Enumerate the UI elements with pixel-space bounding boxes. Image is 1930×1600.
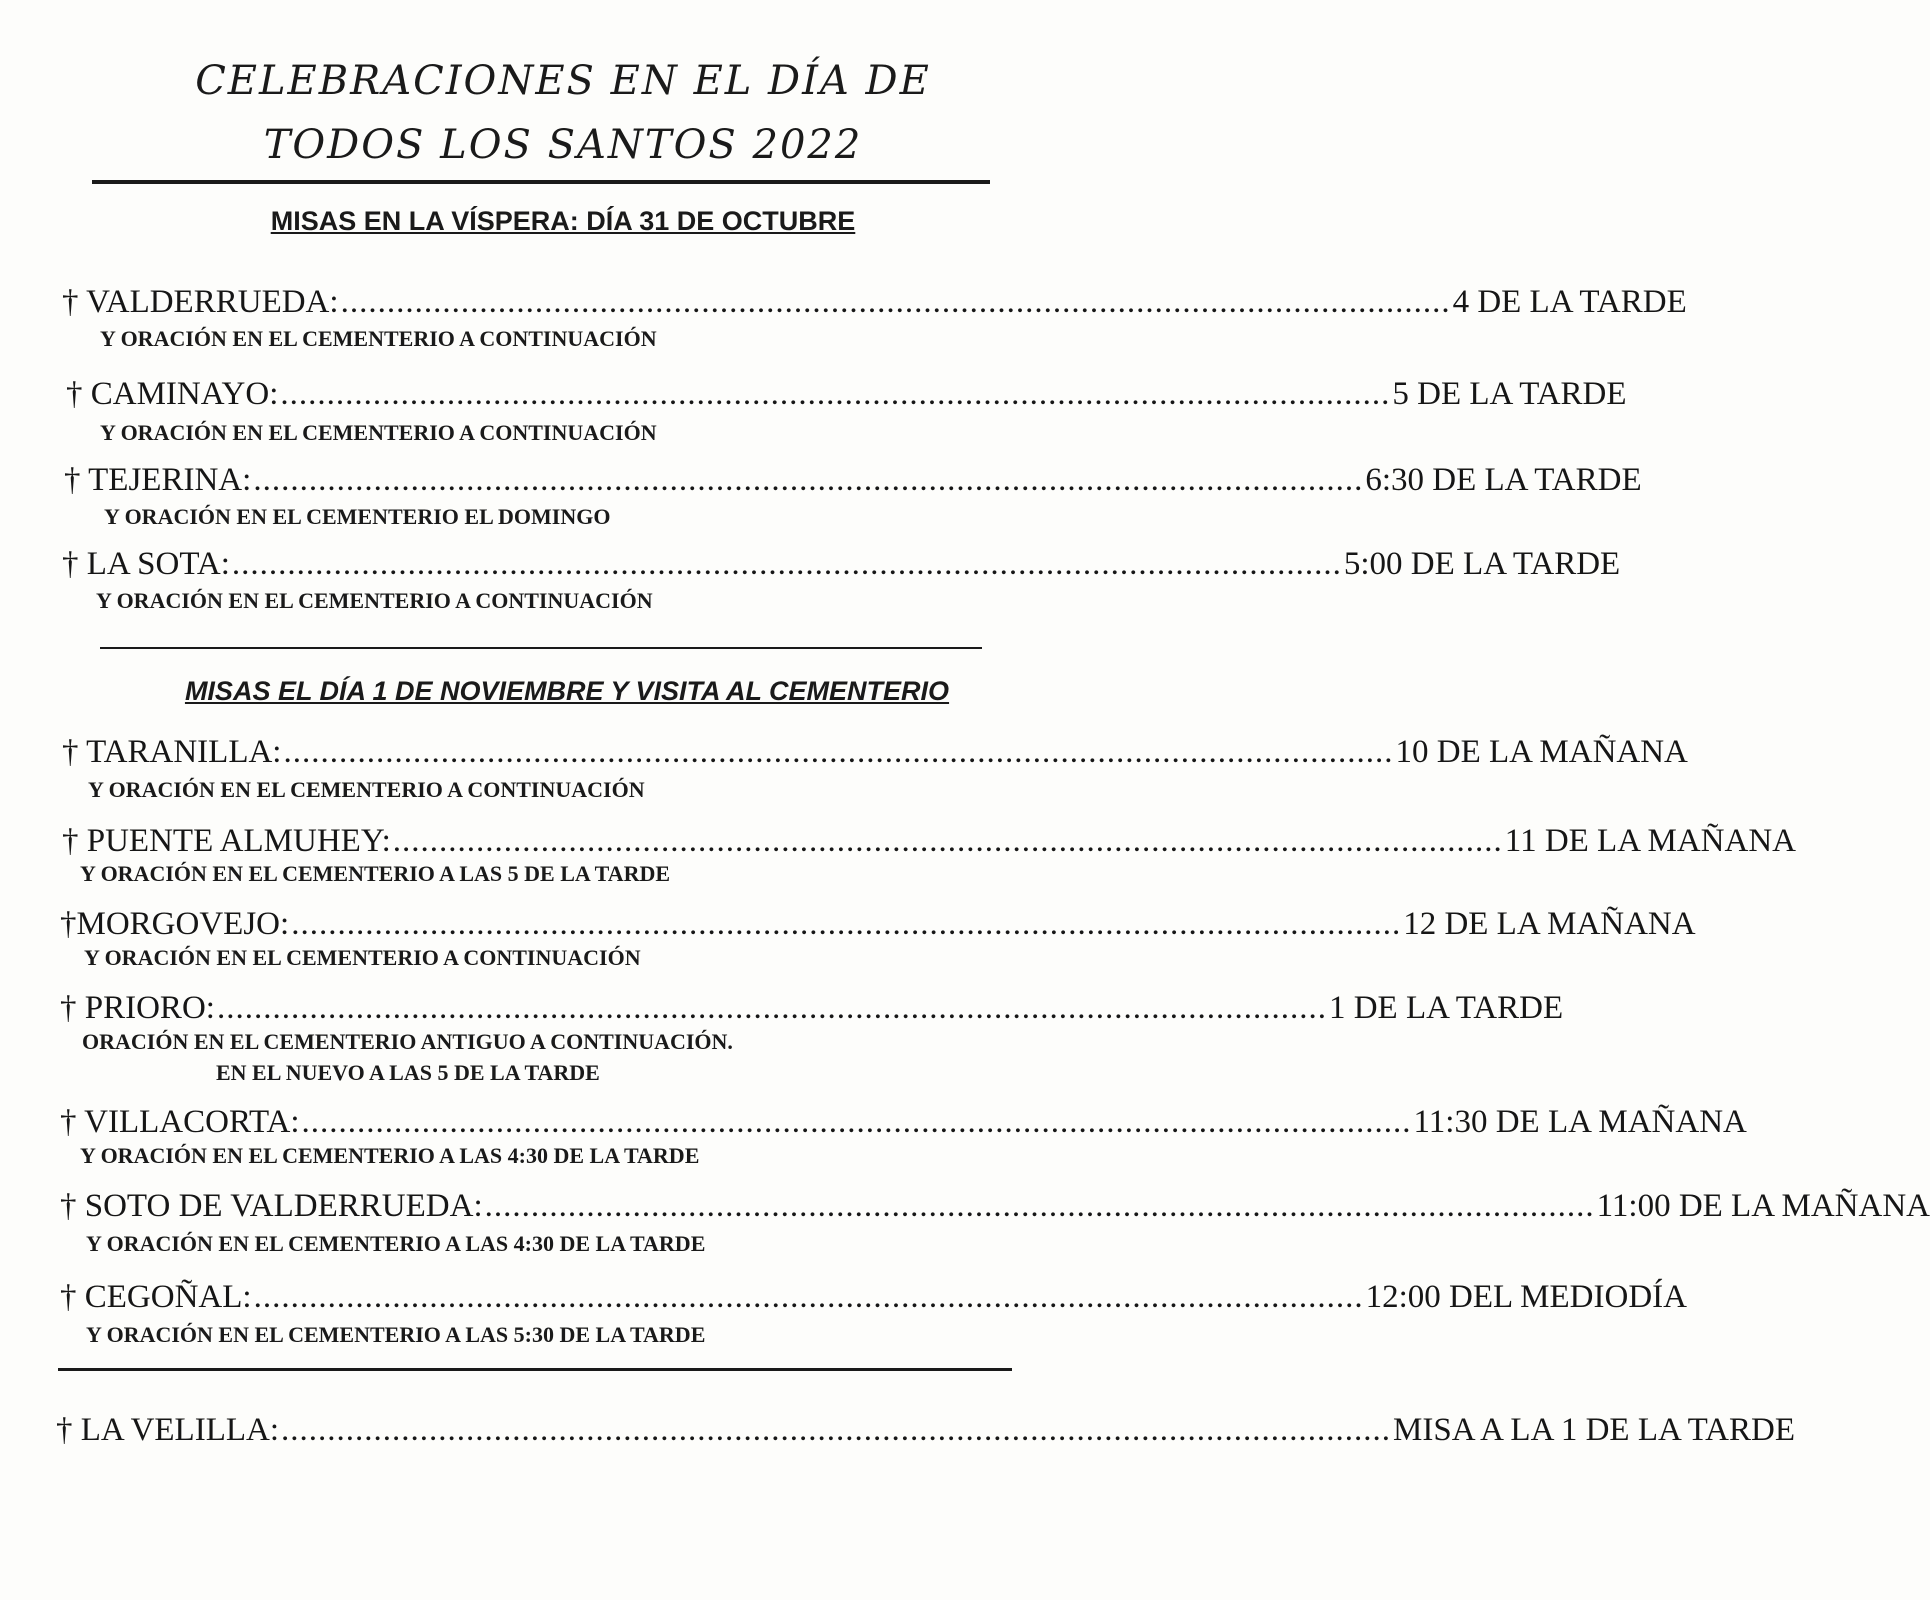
entry-name: † PUENTE ALMUHEY: bbox=[62, 823, 391, 859]
entry-tejerina bbox=[64, 462, 1642, 499]
entry-name: † VILLACORTA: bbox=[60, 1104, 300, 1140]
dot-leader: ........................................................................................................................ bbox=[283, 734, 1394, 770]
title-line-2: TODOS LOS SANTOS 2022 bbox=[263, 122, 863, 168]
entry-note: Y ORACIÓN EN EL CEMENTERIO A CONTINUACIÓN bbox=[100, 420, 657, 445]
dot-leader: ........................................................................................................................ bbox=[216, 990, 1327, 1026]
divider bbox=[92, 180, 990, 184]
section-2-heading: MISAS EL DÍA 1 DE NOVIEMBRE Y VISITA AL CEMENTERIO bbox=[184, 676, 950, 706]
entry-note: Y ORACIÓN EN EL CEMENTERIO A CONTINUACIÓN bbox=[84, 945, 641, 970]
entry-name: † SOTO DE VALDERRUEDA: bbox=[60, 1188, 483, 1224]
entry-taranilla bbox=[62, 734, 1688, 771]
dot-leader: ........................................................................................................................ bbox=[231, 546, 1342, 582]
entry-name: † CAMINAYO: bbox=[66, 376, 279, 412]
entry-prioro bbox=[60, 990, 1564, 1027]
dot-leader: ........................................................................................................................ bbox=[291, 906, 1402, 942]
entry-la-velilla bbox=[56, 1412, 1795, 1449]
divider bbox=[100, 647, 982, 649]
entry-name: † TARANILLA: bbox=[62, 734, 282, 770]
entry-note: ORACIÓN EN EL CEMENTERIO ANTIGUO A CONTINUACIÓN. bbox=[82, 1029, 733, 1054]
entry-note: Y ORACIÓN EN EL CEMENTERIO A CONTINUACIÓN bbox=[100, 326, 657, 351]
entry-note: Y ORACIÓN EN EL CEMENTERIO A LAS 4:30 DE LA TARDE bbox=[80, 1143, 700, 1168]
entry-time: 11:30 DE LA MAÑANA bbox=[1413, 1104, 1747, 1140]
entry-soto-de-valderrueda bbox=[60, 1188, 1930, 1225]
dot-leader: ........................................................................................................................ bbox=[301, 1104, 1412, 1140]
entry-name: † LA SOTA: bbox=[62, 546, 230, 582]
entry-time: 5:00 DE LA TARDE bbox=[1343, 546, 1621, 582]
entry-cegonal bbox=[60, 1279, 1687, 1316]
divider bbox=[58, 1368, 1012, 1371]
entry-note: Y ORACIÓN EN EL CEMENTERIO A LAS 4:30 DE LA TARDE bbox=[86, 1231, 706, 1256]
dot-leader: ........................................................................................................................ bbox=[253, 462, 1364, 498]
entry-note: Y ORACIÓN EN EL CEMENTERIO A LAS 5 DE LA TARDE bbox=[80, 861, 671, 886]
entry-note: Y ORACIÓN EN EL CEMENTERIO A CONTINUACIÓN bbox=[88, 777, 645, 802]
dot-leader: ........................................................................................................................ bbox=[253, 1279, 1364, 1315]
dot-leader: ........................................................................................................................ bbox=[281, 1412, 1392, 1448]
dot-leader: ........................................................................................................................ bbox=[340, 284, 1451, 320]
entry-name: † VALDERRUEDA: bbox=[62, 284, 339, 320]
entry-time: 5 DE LA TARDE bbox=[1392, 376, 1627, 412]
entry-time: 10 DE LA MAÑANA bbox=[1395, 734, 1688, 770]
entry-caminayo bbox=[66, 376, 1627, 413]
entry-note: Y ORACIÓN EN EL CEMENTERIO A LAS 5:30 DE LA TARDE bbox=[86, 1322, 706, 1347]
entry-time: 12 DE LA MAÑANA bbox=[1403, 906, 1696, 942]
entry-note-secondary: EN EL NUEVO A LAS 5 DE LA TARDE bbox=[216, 1060, 600, 1085]
entry-time: 11 DE LA MAÑANA bbox=[1504, 823, 1796, 859]
entry-time: 4 DE LA TARDE bbox=[1452, 284, 1687, 320]
section-1-heading: MISAS EN LA VÍSPERA: DÍA 31 DE OCTUBRE bbox=[270, 206, 856, 236]
entry-la-sota bbox=[62, 546, 1621, 583]
title-line-1: CELEBRACIONES EN EL DÍA DE bbox=[195, 58, 931, 104]
entry-note: Y ORACIÓN EN EL CEMENTERIO EL DOMINGO bbox=[104, 504, 611, 529]
entry-time: 1 DE LA TARDE bbox=[1328, 990, 1564, 1026]
entry-name: †MORGOVEJO: bbox=[60, 906, 290, 942]
entry-name: † TEJERINA: bbox=[64, 462, 252, 498]
entry-note: Y ORACIÓN EN EL CEMENTERIO A CONTINUACIÓN bbox=[96, 588, 653, 613]
dot-leader: ........................................................................................................................ bbox=[280, 376, 1391, 412]
entry-time: 6:30 DE LA TARDE bbox=[1365, 462, 1642, 498]
entry-name: † PRIORO: bbox=[60, 990, 215, 1026]
entry-time: 12:00 DEL MEDIODÍA bbox=[1365, 1279, 1687, 1315]
entry-morgovejo bbox=[60, 906, 1696, 943]
entry-puente-almuhey bbox=[62, 823, 1796, 860]
entry-villacorta bbox=[60, 1104, 1747, 1141]
dot-leader: ........................................................................................................................ bbox=[392, 823, 1503, 859]
entry-name: † CEGOÑAL: bbox=[60, 1279, 252, 1315]
dot-leader: ........................................................................................................................ bbox=[484, 1188, 1595, 1224]
entry-valderrueda bbox=[62, 284, 1687, 321]
entry-time: 11:00 DE LA MAÑANA bbox=[1596, 1188, 1930, 1224]
entry-name: † LA VELILLA: bbox=[56, 1412, 280, 1448]
entry-time: MISA A LA 1 DE LA TARDE bbox=[1393, 1412, 1795, 1448]
